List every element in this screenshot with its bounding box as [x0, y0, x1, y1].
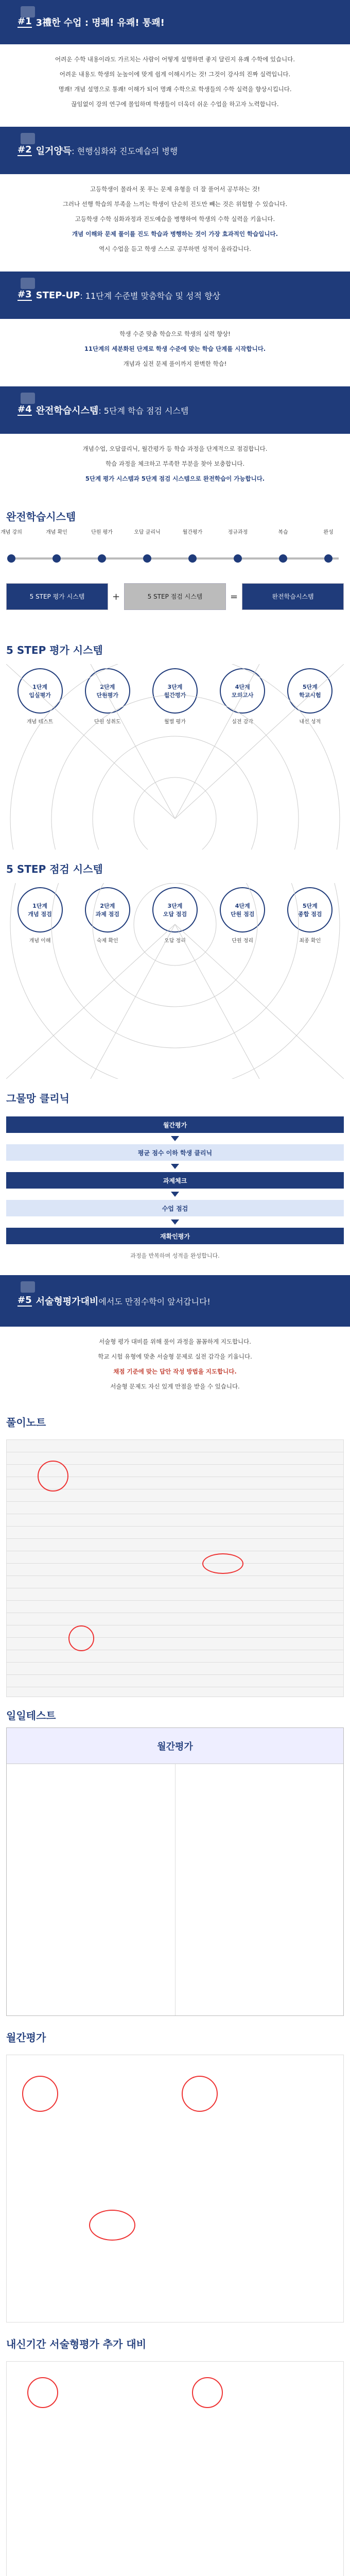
section2-number: #2	[18, 144, 32, 155]
section1-banner	[0, 0, 350, 44]
step-number: 1단계	[32, 684, 48, 690]
step-title: 오답 점검	[163, 911, 187, 918]
down-arrow-icon	[171, 1192, 179, 1197]
timeline-dot	[188, 554, 197, 563]
step-item	[282, 887, 338, 945]
sheet-column-right	[175, 1764, 344, 2015]
section4-subtitle: : 5단계 학습 점검 시스템	[98, 405, 189, 416]
section3-subtitle: : 11단계 수준별 맞춤학습 및 성적 향상	[80, 291, 220, 301]
timeline-label: 완성	[323, 530, 334, 535]
section4-banner	[0, 386, 350, 434]
monthly-eval-title: 월간평가	[6, 2031, 46, 2044]
step-circle	[152, 668, 198, 714]
section1-title: 3禮한 수업 : 명쾌! 유쾌! 통쾌!	[36, 18, 165, 28]
red-mark	[22, 2076, 58, 2112]
check-web	[6, 883, 344, 1079]
red-mark	[192, 2377, 223, 2408]
s1-p3: 명쾌! 개념 설명으로 통쾌! 이해가 되어 명쾌 수학으로 학생들의 수학 실력을 향상시킵니다.	[58, 86, 292, 93]
step-circle	[287, 668, 332, 714]
clinic-row-4: 수업 점검	[6, 1200, 344, 1216]
section2-title: 일거양득	[36, 146, 72, 157]
red-mark	[38, 1461, 68, 1492]
section1-number: #1	[18, 16, 32, 27]
step-number: 4단계	[235, 684, 250, 690]
sheet-column-left	[7, 1764, 175, 2015]
daily-test-title: 일일테스트	[6, 1709, 56, 1722]
section1-body	[0, 44, 350, 127]
timeline-dot	[234, 554, 242, 563]
step-circle	[85, 887, 130, 933]
s1-p1: 어려운 수학 내용이라도 가르치는 사람이 어떻게 설명하면 좋지 달린지 유쾌 수학에 있습니다.	[55, 56, 295, 63]
step-circle	[220, 668, 265, 714]
s5-p3: 채점 기준에 맞는 답안 작성 방법을 지도합니다.	[113, 1368, 237, 1375]
system-box-row	[6, 583, 344, 610]
down-arrow-icon	[171, 1219, 179, 1225]
timeline-label: 오답 클리닉	[134, 530, 161, 535]
section4-number: #4	[18, 404, 32, 415]
section3-title: STEP-UP	[36, 290, 80, 301]
s2-p5: 역시 수업을 듣고 학생 스스로 공부하면 성적이 올라갑니다.	[99, 245, 251, 252]
step-number: 5단계	[302, 684, 318, 690]
equals-icon: =	[230, 591, 238, 602]
section2-banner	[0, 127, 350, 174]
timeline-dot	[98, 554, 106, 563]
clinic-note: 과정을 반복하며 성적을 완성합니다.	[130, 1252, 220, 1259]
banner-icon	[21, 1281, 35, 1293]
clinic-row-2: 평균 점수 이하 학생 클리닉	[6, 1144, 344, 1161]
step-title: 입실평가	[29, 692, 51, 699]
s2-p4: 개념 이해와 문제 풀이를 진도 학습과 병행하는 것이 가장 효과적인 학습입니다.	[72, 230, 278, 238]
clinic-row-5: 재확인평가	[6, 1228, 344, 1244]
s3-p1: 학생 수준 맞춤 학습으로 학생의 실력 향상!	[119, 330, 231, 337]
step-title: 단원평가	[96, 692, 119, 699]
timeline-dot	[7, 554, 15, 563]
step-circle	[287, 887, 332, 933]
clinic-row-1: 월간평가	[6, 1116, 344, 1133]
naesin-title: 내신기간 서술형평가 추가 대비	[6, 2338, 147, 2350]
step-number: 3단계	[167, 684, 183, 690]
step-item	[214, 668, 271, 726]
step-number: 2단계	[100, 684, 115, 690]
s2-p1: 고등학생이 몰라서 못 푸는 문제 유형을 더 잘 풀어서 공부하는 것!	[90, 185, 260, 193]
s5-p1: 서술형 평가 대비를 위해 풀이 과정을 꼼꼼하게 지도합니다.	[99, 1338, 251, 1345]
step-item	[214, 887, 271, 945]
step-circle	[220, 887, 265, 933]
timeline-dot	[143, 554, 151, 563]
step-circle	[152, 887, 198, 933]
step-desc: 개념 테스트	[26, 719, 54, 725]
s1-p4: 끊임없이 강의 연구에 몰입하며 학생들이 더욱더 쉬운 수업을 하고자 노력합니다.	[71, 100, 279, 108]
step-title: 월간평가	[164, 692, 186, 699]
step-number: 4단계	[235, 903, 250, 909]
step-number: 2단계	[100, 903, 115, 909]
red-mark	[202, 1553, 243, 1574]
daily-test-sheet	[6, 1727, 344, 2016]
step-title: 과제 점검	[95, 911, 119, 918]
step-circle	[18, 887, 63, 933]
step-desc: 실전 감각	[232, 719, 254, 725]
s1-p2: 어려운 내용도 학생의 눈높이에 맞게 쉽게 이해시키는 것! 그것이 강사의 진짜 실력입니다.	[59, 71, 291, 78]
step-item	[79, 668, 136, 726]
naesin-image	[6, 2361, 344, 2576]
step-item	[282, 668, 338, 726]
red-mark	[27, 2377, 58, 2408]
step-number: 1단계	[32, 903, 48, 909]
notebook-title: 풀이노트	[6, 1416, 46, 1429]
step-desc: 월별 평가	[164, 719, 186, 725]
check-system-box: 5 STEP 점검 시스템	[124, 583, 226, 610]
section4-body	[0, 434, 350, 501]
timeline-dot	[324, 554, 332, 563]
s3-p3: 개념과 실전 문제 풀이까지 완벽한 학습!	[123, 360, 227, 367]
step-item	[12, 668, 68, 726]
section5-number: #5	[18, 1295, 32, 1306]
step-item	[79, 887, 136, 945]
down-arrow-icon	[171, 1136, 179, 1141]
timeline-dot	[279, 554, 287, 563]
banner-icon	[21, 278, 35, 289]
step-title: 단원 점검	[230, 911, 255, 918]
timeline-label: 단원 평가	[91, 530, 113, 535]
section5-banner	[0, 1275, 350, 1327]
section3-body	[0, 319, 350, 386]
s2-p2: 그러나 선행 학습의 부족을 느끼는 학생이 단순히 진도만 빼는 것은 위험할 수 있습니다.	[62, 200, 288, 208]
step-circle	[85, 668, 130, 714]
clinic-flow	[6, 1108, 344, 1269]
complete-system-box: 완전학습시스템	[242, 583, 344, 610]
eval-title: 5 STEP 평가 시스템	[6, 644, 103, 656]
monthly-eval-image	[6, 2055, 344, 2323]
clinic-row-3: 과제체크	[6, 1172, 344, 1189]
step-desc: 단원 정리	[232, 938, 254, 944]
section3-banner	[0, 272, 350, 319]
step-item	[147, 668, 203, 726]
step-number: 3단계	[167, 903, 183, 909]
section2-subtitle: : 현행심화와 진도예습의 병행	[72, 146, 178, 156]
section5-subtitle: 에서도 만점수학이 앞서갑니다!	[98, 1296, 211, 1307]
step-desc: 개념 이해	[29, 938, 51, 944]
section2-body	[0, 174, 350, 272]
s2-p3: 고등학생 수학 심화과정과 진도예습을 병행하여 학생의 수학 실력을 키웁니다.	[75, 215, 275, 223]
red-mark	[68, 1625, 94, 1651]
check-steps	[6, 883, 344, 945]
timeline-label: 정규과정	[227, 530, 248, 535]
system-title: 완전학습시스템	[6, 511, 76, 523]
step-item	[147, 887, 203, 945]
check-title: 5 STEP 점검 시스템	[6, 863, 103, 875]
banner-icon	[21, 6, 35, 18]
step-title: 개념 점검	[28, 911, 52, 918]
eval-system-box: 5 STEP 평가 시스템	[6, 583, 108, 610]
step-circle	[18, 668, 63, 714]
step-item	[12, 887, 68, 945]
step-desc: 최종 확인	[299, 938, 321, 944]
eval-steps	[6, 664, 344, 726]
s4-p1: 개념수업, 오답클리닉, 월간평가 등 학습 과정을 단계적으로 점검합니다.	[82, 445, 268, 452]
section3-number: #3	[18, 289, 32, 300]
red-mark	[89, 2210, 135, 2241]
step-title: 종합 점검	[298, 911, 322, 918]
s5-p2: 학교 시험 유형에 맞춘 서술형 문제로 실전 감각을 키웁니다.	[98, 1353, 252, 1360]
section5-title: 서술형평가대비	[36, 1296, 99, 1307]
timeline-label: 개념 확인	[46, 530, 67, 535]
timeline-dot	[52, 554, 61, 563]
section4-title: 완전학습시스템	[36, 405, 99, 416]
section5-body	[0, 1327, 350, 1409]
s3-p2: 11단계의 세분화된 단계로 학생 수준에 맞는 학습 단계를 시작합니다.	[84, 345, 266, 352]
step-number: 5단계	[302, 903, 318, 909]
banner-icon	[21, 133, 35, 144]
step-desc: 오답 정리	[164, 938, 186, 944]
s4-p2: 학습 과정을 체크하고 부족한 부분을 찾아 보충합니다.	[106, 460, 244, 467]
sheet-columns	[7, 1764, 343, 2015]
timeline-label: 월간평가	[182, 530, 203, 535]
step-title: 모의고사	[231, 692, 254, 699]
clinic-title: 그물망 클리닉	[6, 1092, 69, 1105]
timeline-label: 복습	[278, 530, 288, 535]
banner-icon	[21, 393, 35, 404]
step-desc: 숙제 확인	[96, 938, 118, 944]
step-title: 학교시험	[299, 692, 321, 699]
s5-p4: 서술형 문제도 자신 있게 만점을 받을 수 있습니다.	[110, 1383, 240, 1390]
notebook-image	[6, 1439, 344, 1697]
plus-icon: +	[112, 591, 120, 602]
eval-web	[6, 664, 344, 850]
step-desc: 단원 성취도	[94, 719, 121, 725]
red-mark	[182, 2076, 218, 2112]
s4-p3: 5단계 평가 시스템과 5단계 점검 시스템으로 완전학습이 가능합니다.	[85, 475, 265, 482]
step-desc: 내신 성적	[299, 719, 321, 725]
timeline-label: 개념 강의	[1, 530, 22, 535]
sheet-header: 월간평가	[7, 1728, 343, 1764]
system-diagram	[1, 527, 344, 635]
down-arrow-icon	[171, 1164, 179, 1169]
